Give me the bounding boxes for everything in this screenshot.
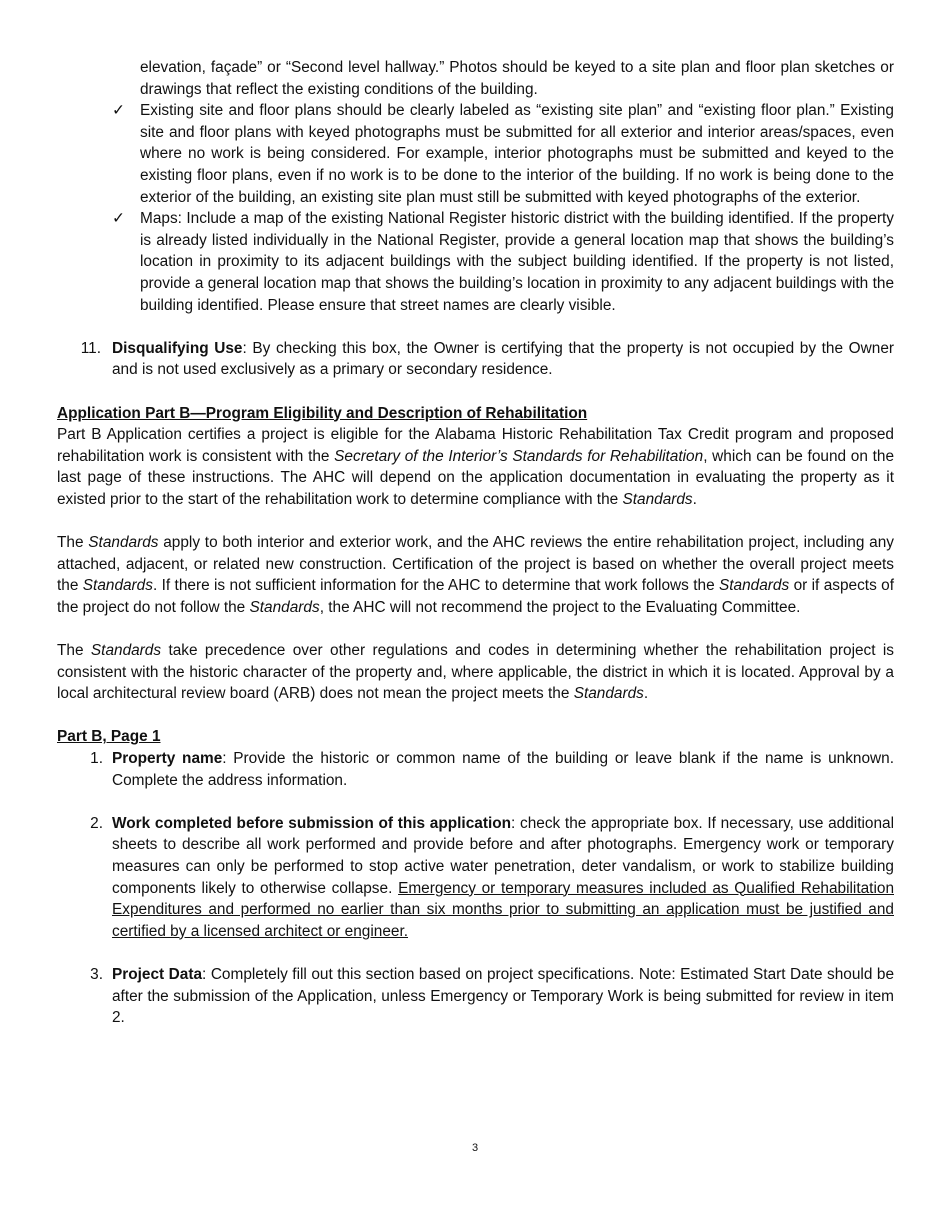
item-text: : Completely fill out this section based on project specifications. Note: Estimated Start Date should be after the submission of the Application, unless Emergency or Temporary Work is being submitted for review in item 2. xyxy=(112,965,895,1027)
checklist-text: Existing site and floor plans should be clearly labeled as “existing site plan” and “existing floor plan.” Existing site and floor plans with keyed photographs must be submitted for all exterior and interior areas/spaces, even where no work is being considered. For example, interior photographs must be submitted and keyed to the existing floor plans, even if no work is to be done to the interior of the building. If no work is being done to the exterior of the building, an existing site plan must still be submitted with keyed photographs of the exterior. xyxy=(140,102,894,206)
item-11-disqualifying-use xyxy=(57,338,894,381)
item-text: : Provide the historic or common name of the building or leave blank if the name is unknown. Complete the address information. xyxy=(112,750,894,789)
item-underlined-text: Emergency or temporary measures included as Qualified Rehabilitation Expenditures and performed no earlier than six months prior to submitting an application must be justified and certified by a licensed architect or engineer. xyxy=(112,879,894,940)
section-heading-page-1: Part B, Page 1 xyxy=(57,728,161,746)
section-heading-part-b: Application Part B—Program Eligibility and Description of Rehabilitation xyxy=(57,404,588,422)
item-number: 11. xyxy=(80,339,101,357)
part-b-paragraph-1: Part B Application certifies a project is eligible for the Alabama Historic Rehabilitation Tax Credit program and proposed rehabilitation work is consistent with the Secretary of the Interior’s Standards for Rehabilitation, which can be found on the last page of these instructions. The AHC will depend on the application documentation in evaluating the property as it existed prior to the start of the rehabilitation work to determine compliance with the Standards. xyxy=(57,426,894,508)
item-title: Disqualifying Use xyxy=(112,339,243,357)
page-number: 3 xyxy=(471,1142,479,1154)
item-text: : By checking this box, the Owner is certifying that the property is not occupied by the Owner and is not used exclusively as a primary or secondary residence. xyxy=(112,339,895,379)
item-number: 1. xyxy=(90,750,103,767)
checkmark-icon: ✓ xyxy=(112,102,125,120)
checklist-item-maps xyxy=(57,208,894,316)
checklist-text: Maps: Include a map of the existing National Register historic district with the building identified. If the property is already listed individually in the National Register, provide a general location map that shows the building’s location in proximity to its adjacent buildings with the subject building identified. If the property is not listed, provide a general location map that shows the building’s location in proximity to any adjacent buildings with the building identified. Please ensure that street names are clearly visible. xyxy=(140,210,894,314)
item-title: Property name xyxy=(112,750,223,767)
checkmark-icon: ✓ xyxy=(112,210,125,228)
item-title: Work completed before submission of this application xyxy=(112,814,512,832)
document-page xyxy=(57,57,894,1029)
part-b-paragraph-3: The Standards take precedence over other regulations and codes in determining whether the rehabilitation project is consistent with the historic character of the property and, where applicable, the district in which it is located. Approval by a local architectural review board (ARB) does not mean the project meets the Standards. xyxy=(57,642,895,703)
item-3-project-data xyxy=(57,964,894,1029)
checklist-item-site-floor-plans xyxy=(57,100,894,208)
bullet-continuation: elevation, façade” or “Second level hallway.” Photos should be keyed to a site plan and floor plan sketches or drawings that reflect the existing conditions of the building. xyxy=(140,59,894,98)
item-text: : check the appropriate box. If necessary, use additional sheets to describe all work performed and provide before and after photographs. Emergency work or temporary measures can only be performed to stop active water penetration, deter vandalism, or work to stabilize building components likely to otherwise collapse. xyxy=(112,814,894,897)
item-1-property-name xyxy=(57,748,894,791)
item-title: Project Data xyxy=(112,965,203,983)
item-2-work-completed xyxy=(57,813,894,943)
item-number: 3. xyxy=(90,965,103,983)
item-number: 2. xyxy=(90,814,103,832)
part-b-paragraph-2: The Standards apply to both interior and exterior work, and the AHC reviews the entire rehabilitation project, including any attached, adjacent, or related new construction. Certification of the project is based on whether the overall project meets the Standards. If there is not sufficient information for the AHC to determine that work follows the Standards or if aspects of the project do not follow the Standards, the AHC will not recommend the project to the Evaluating Committee. xyxy=(57,534,894,616)
